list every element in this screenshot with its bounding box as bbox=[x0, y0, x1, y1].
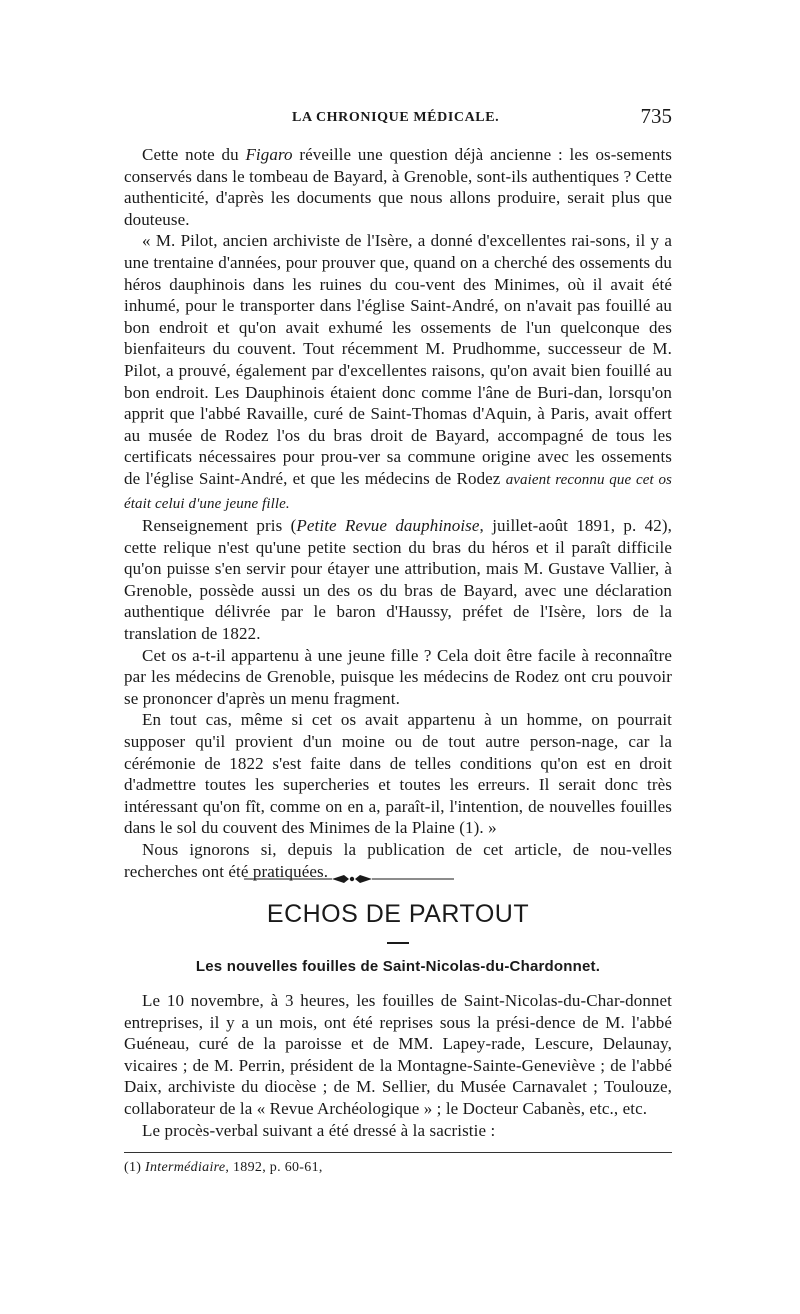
section-paragraph-2: Le procès-verbal suivant a été dressé à la sacristie : bbox=[142, 1120, 496, 1140]
section-title: ECHOS DE PARTOUT bbox=[266, 900, 530, 928]
footnote-rule bbox=[124, 1152, 672, 1153]
page-number: 735 bbox=[640, 104, 672, 128]
p1-italic: Figaro bbox=[245, 145, 293, 164]
p1-text-b: réveille une question déjà ancienne : les os-sements conservés dans le tombeau de Bayard, à Grenoble, sont-ils authentiques ? Cette authenticité, d'après les documents que nous allons produire, serait plus que douteuse. bbox=[124, 145, 673, 229]
p2-italic: avaient reconnu que cet os était celui d'une jeune fille. bbox=[124, 471, 672, 512]
title-dash bbox=[387, 942, 409, 944]
footnote-marker: (1) bbox=[124, 1160, 146, 1175]
paragraph-6: Nous ignorons si, depuis la publication de cet article, de nou-velles recherches ont été pratiquées. bbox=[124, 840, 672, 881]
section-paragraph-1: Le 10 novembre, à 3 heures, les fouilles de Saint-Nicolas-du-Char-donnet entreprises, il y a un mois, ont été reprises sous la prési-dence de M. l'abbé Guéneau, curé de la paroisse et de MM. Lapey-rade, Lescure, Delaunay, vicaires ; de M. Perrin, président de la Montagne-Sainte-Geneviève ; de l'abbé Daix, archiviste du diocèse ; de M. Sellier, du Musée Carnavalet ; Toulouze, collaborateur de la « Revue Archéologique » ; le Docteur Cabanès, etc., etc. bbox=[124, 991, 672, 1118]
paragraph-1 bbox=[124, 144, 672, 230]
p3-text-b: , juillet-août 1891, p. 42), cette relique n'est qu'une petite section du bras du héros et il paraît difficile qu'on puisse s'en servir pour étayer une attribution, mais M. Gustave Vallier, à Grenoble, possède aussi un des os du bras de Bayard, avec une déclaration authentique délivrée par le baron d'Haussy, préfet de l'Isère, lors de la translation de 1822. bbox=[124, 516, 672, 644]
p2-text-a: « M. Pilot, ancien archiviste de l'Isère, a donné d'excellentes rai-sons, il y a une trentaine d'années, pour prouver que, quand on a cherché des ossements du héros dauphinois dans les ruines du cou-vent des Minimes, où il avait été inhumé, pour le transporter dans l'église Saint-André, on n'avait pas fouillé au bon endroit et qu'on avait exhumé les ossements de l'un quelconque des bienfaiteurs du couvent. Tout récemment M. Prudhomme, successeur de M. Pilot, a prouvé, également par d'excellentes raisons, qu'on avait bien fouillé au bon endroit. Les Dauphinois étaient donc comme l'âne de Buri-dan, lorsqu'on apprit que l'abbé Ravaille, curé de Saint-Thomas d'Aquin, à Paris, avait offert au musée de Rodez l'os du bras droit de Bayard, accompagné de tous les certificats nécessaires pour prou-ver sa commune origine avec les ossements de l'église Saint-André, et que les médecins de Rodez bbox=[124, 231, 672, 488]
section-body bbox=[124, 990, 672, 1141]
page-header bbox=[124, 104, 672, 132]
paragraph-3 bbox=[124, 515, 672, 645]
p1-text-a: Cette note du bbox=[142, 145, 246, 164]
paragraph-2 bbox=[124, 230, 672, 515]
p3-text-a: Renseignement pris ( bbox=[142, 516, 297, 536]
p3-italic: Petite Revue dauphinoise bbox=[296, 516, 480, 536]
ornament-divider bbox=[244, 872, 454, 886]
footnote-rest: , 1892, p. 60-61, bbox=[225, 1160, 323, 1175]
paragraph-4: Cet os a-t-il appartenu à une jeune fille ? Cela doit être facile à reconnaître par les médecins de Grenoble, puisque les médecins de Rodez ont cru pouvoir se prononcer d'après un menu fragment. bbox=[124, 645, 672, 708]
footnote bbox=[124, 1160, 323, 1176]
footnote-italic: Intermédiaire bbox=[145, 1160, 226, 1175]
running-head: LA CHRONIQUE MÉDICALE. bbox=[292, 110, 500, 125]
paragraph-5: En tout cas, même si cet os avait appartenu à un homme, on pourrait supposer qu'il provient d'un moine ou de tout autre person-nage, car la cérémonie de 1822 s'est faite dans de telles conditions qu'on est en droit d'admettre toutes les supercheries et toutes les erreurs. Il serait donc très intéressant qu'on fît, comme on en a, paraît-il, l'intention, de nouvelles fouilles dans le sol du couvent des Minimes de la Plaine (1). » bbox=[124, 710, 672, 838]
article-body bbox=[124, 144, 672, 882]
section-subheading: Les nouvelles fouilles de Saint-Nicolas-du-Chardonnet. bbox=[195, 958, 601, 975]
